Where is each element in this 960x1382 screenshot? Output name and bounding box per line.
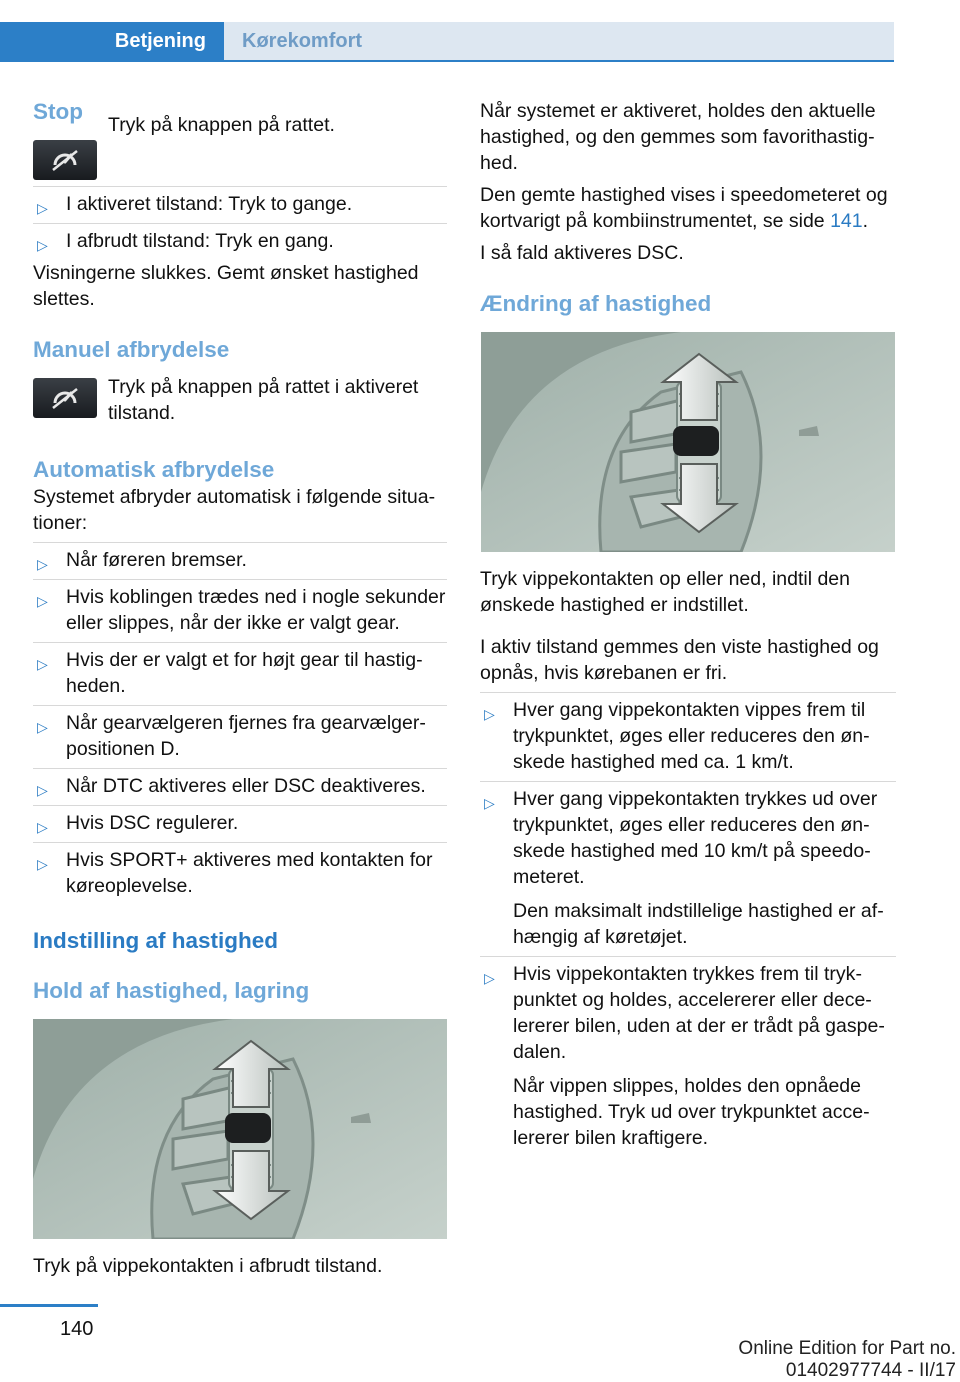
- right-p2-end: .: [862, 210, 869, 232]
- edition-note: Online Edition for Part no. 01402977744 - II/17: [738, 1338, 956, 1381]
- change-heading: Ændring af hastighed: [480, 291, 712, 316]
- triangle-bullet-icon: ▷: [484, 970, 495, 986]
- triangle-bullet-icon: ▷: [37, 656, 48, 672]
- list-item-text: Når DTC aktiveres eller DSC deaktiveres.: [66, 775, 426, 797]
- triangle-bullet-icon: ▷: [37, 237, 48, 253]
- right-p3: I så fald aktiveres DSC.: [480, 242, 684, 264]
- list-item-text: Hvis DSC regulerer.: [66, 812, 239, 834]
- triangle-bullet-icon: ▷: [37, 782, 48, 798]
- hold-caption: Tryk på vippekontakten i afbrudt tilstand.: [33, 1255, 383, 1277]
- list-item-text: Hvis der er valgt et for højt gear til hastigheden.: [66, 649, 423, 697]
- triangle-bullet-icon: ▷: [37, 200, 48, 216]
- change-p1: Tryk vippekontakten op eller ned, indtil den ønskede hastighed er indstillet.: [480, 568, 850, 616]
- auto-heading: Automatisk afbrydelse: [33, 457, 275, 482]
- list-item: [33, 543, 447, 580]
- setting-heading: Indstilling af hastighed: [33, 928, 279, 953]
- tab-korekomfort[interactable]: Kørekomfort: [224, 22, 894, 60]
- footer-divider: [0, 1304, 98, 1307]
- triangle-bullet-icon: ▷: [484, 795, 495, 811]
- list-item-text: Hver gang vippekontakten trykkes ud over trykpunktet, øges eller reduceres den ønskede hastighed med 10 km/t på speedometeret.: [513, 788, 878, 888]
- list-item: [33, 806, 447, 843]
- list-item-text: I afbrudt tilstand: Tryk en gang.: [66, 230, 334, 252]
- triangle-bullet-icon: ▷: [484, 706, 495, 722]
- stop-instruction: [33, 114, 447, 180]
- cruise-control-button-icon: [33, 140, 97, 180]
- change-bullet-list: [480, 692, 896, 1157]
- list-item-text: Hvis koblingen trædes ned i nogle sekunder eller slippes, når der ikke er valgt gear.: [66, 586, 446, 634]
- page-number: 140: [60, 1318, 94, 1340]
- right-p2: [480, 182, 896, 234]
- stop-text: Tryk på knappen på rattet.: [108, 114, 335, 136]
- stop-bullet-list: [33, 186, 447, 260]
- auto-bullet-list: [33, 542, 447, 905]
- list-item: [480, 957, 896, 1157]
- list-item: [33, 769, 447, 806]
- manual-instruction: [33, 376, 447, 426]
- steering-wheel-rocker-image: [33, 1019, 447, 1239]
- triangle-bullet-icon: ▷: [37, 593, 48, 609]
- right-p1: Når systemet er aktiveret, holdes den aktuelle hastighed, og den gemmes som favorithastighed.: [480, 100, 876, 174]
- tab-betjening[interactable]: Betjening: [0, 22, 224, 60]
- list-item-subtext: Den maksimalt indstillelige hastighed er afhængig af køretøjet.: [513, 900, 884, 948]
- stop-after-text: Visningerne slukkes. Gemt ønsket hastighed slettes.: [33, 262, 419, 310]
- page-header: [0, 0, 960, 62]
- list-item: [33, 843, 447, 905]
- list-item: [33, 224, 447, 260]
- list-item: [33, 643, 447, 706]
- list-item-text: Hvis SPORT+ aktiveres med kontakten for køreoplevelse.: [66, 849, 433, 897]
- list-item: [33, 580, 447, 643]
- auto-text: Systemet afbryder automatisk i følgende situationer:: [33, 486, 436, 534]
- triangle-bullet-icon: ▷: [37, 556, 48, 572]
- page-link-141[interactable]: 141: [830, 210, 863, 232]
- list-item: [480, 782, 896, 957]
- list-item: [480, 693, 896, 782]
- left-column: [33, 98, 447, 1279]
- triangle-bullet-icon: ▷: [37, 719, 48, 735]
- list-item-text: Hver gang vippekontakten vippes frem til trykpunktet, øges eller reduceres den ønskede hastighed med ca. 1 km/t.: [513, 699, 870, 773]
- triangle-bullet-icon: ▷: [37, 819, 48, 835]
- list-item: [33, 706, 447, 769]
- list-item-text: Hvis vippekontakten trykkes frem til trykpunktet og holdes, accelererer eller decelererer bilen, uden at der er trådt på gaspedalen.: [513, 963, 885, 1063]
- change-p2: I aktiv tilstand gemmes den viste hastighed og opnås, hvis kørebanen er fri.: [480, 636, 879, 684]
- list-item: [33, 187, 447, 224]
- stop-heading: Stop: [33, 99, 83, 124]
- hold-heading: Hold af hastighed, lagring: [33, 978, 310, 1003]
- header-divider: [0, 60, 894, 62]
- right-p2-text: Den gemte hastighed vises i speedometeret og kortvarigt på kombiinstrumentet, se side: [480, 184, 888, 232]
- cruise-control-button-icon: [33, 378, 97, 418]
- list-item-subtext: Når vippen slippes, holdes den opnåede hastighed. Tryk ud over trykpunktet accelererer bilen kraftigere.: [513, 1075, 870, 1149]
- right-column: [480, 98, 896, 1157]
- list-item-text: Når gearvælgeren fjernes fra gearvælgerpositionen D.: [66, 712, 426, 760]
- manual-heading: Manuel afbrydelse: [33, 337, 230, 362]
- list-item-text: I aktiveret tilstand: Tryk to gange.: [66, 193, 353, 215]
- list-item-text: Når føreren bremser.: [66, 549, 247, 571]
- steering-wheel-rocker-image: [480, 332, 896, 552]
- manual-text: Tryk på knappen på rattet i aktiveret tilstand.: [108, 376, 419, 424]
- triangle-bullet-icon: ▷: [37, 856, 48, 872]
